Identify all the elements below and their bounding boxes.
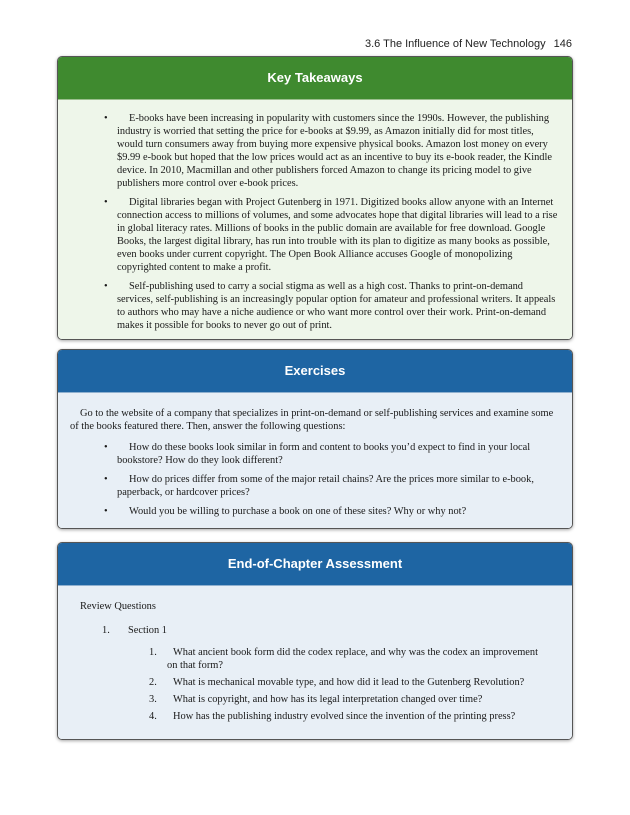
list-item: [58, 196, 572, 274]
list-item-text: How do these books look similar in form and content to books you’d expect to find in your local bookstore? How do they look different?: [117, 442, 531, 466]
assessment-body: [58, 585, 572, 740]
question-item: [149, 676, 549, 689]
takeaways-list: [58, 100, 572, 332]
assessment-box: [57, 542, 573, 740]
bullet-icon: •: [104, 281, 108, 292]
list-item-text: How do prices differ from some of the major retail chains? Are the prices more similar to e-book, paperback, or hardcover prices?: [117, 474, 534, 498]
exercises-list: [58, 438, 572, 518]
review-questions-label: Review Questions: [80, 601, 156, 612]
question-item: [149, 710, 549, 723]
exercises-body: [58, 392, 572, 529]
question-number: 1.: [149, 647, 157, 658]
list-item-text: Would you be willing to purchase a book on one of these sites? Why or why not?: [129, 506, 467, 517]
key-takeaways-title: Key Takeaways: [58, 57, 572, 99]
bullet-icon: •: [104, 506, 108, 517]
question-text: How has the publishing industry evolved since the invention of the printing press?: [173, 711, 516, 722]
exercises-title: Exercises: [58, 350, 572, 392]
bullet-icon: •: [104, 197, 108, 208]
list-item-text: E-books have been increasing in popularity with customers since the 1990s. However, the publishing industry is worried that setting the price for e-books at $9.99, as Amazon initially did for most titles, would turn consumers away from buying more expensive physical books. Amazon lost money on every $9.99 e-book but hoped that the low prices would act as an incentive to buy its e-book reader, the Kindle device. In 2010, Macmillan and other publishers forced Amazon to change its pricing model to give publishers more control over e-book prices.: [117, 113, 553, 189]
question-text: What is mechanical movable type, and how did it lead to the Gutenberg Revolution?: [173, 677, 525, 688]
section-label: Section 1: [128, 625, 167, 636]
list-item-text: Digital libraries began with Project Gutenberg in 1971. Digitized books allow anyone with an Internet connection access to millions of volumes, and some advocates hope that digital libraries will lead to a rise in global literacy rates. Millions of books in the public domain are available for free download. Google Books, the largest digital library, has run into trouble with its plan to digitize as many books as possible, even books under current copyright. The Open Book Alliance accuses Google of monopolizing copyrighted content to make a profit.: [117, 197, 558, 273]
section-number: 1.: [102, 625, 110, 636]
list-item: [58, 441, 572, 467]
question-number: 4.: [149, 711, 157, 722]
page-number: 146: [553, 38, 572, 50]
key-takeaways-box: [57, 56, 573, 340]
bullet-icon: •: [104, 442, 108, 453]
question-item: [149, 693, 549, 706]
list-item-text: Self-publishing used to carry a social stigma as well as a high cost. Thanks to print-on-demand services, self-publishing is an increasingly popular option for amateur and professional writers. It appeals to authors who may have a niche audience or who want more control over their work. Print-on-demand makes it possible for books to never go out of print.: [117, 281, 556, 331]
list-item: [58, 112, 572, 190]
assessment-title: End-of-Chapter Assessment: [58, 543, 572, 585]
bullet-icon: •: [104, 474, 108, 485]
key-takeaways-body: [58, 99, 572, 340]
section-title: 3.6 The Influence of New Technology: [364, 38, 546, 50]
question-text: What ancient book form did the codex replace, and why was the codex an improvement on that form?: [167, 647, 538, 671]
exercises-intro: Go to the website of a company that specializes in print-on-demand or self-publishing services and examine some of the books featured there. Then, answer the following questions:: [70, 408, 554, 432]
list-item: [58, 280, 572, 332]
exercises-box: [57, 349, 573, 529]
bullet-icon: •: [104, 113, 108, 124]
question-item: [149, 646, 549, 672]
running-header: [365, 38, 572, 50]
question-text: What is copyright, and how has its legal interpretation changed over time?: [173, 694, 483, 705]
question-number: 3.: [149, 694, 157, 705]
list-item: [58, 473, 572, 499]
list-item: [58, 505, 572, 518]
question-number: 2.: [149, 677, 157, 688]
